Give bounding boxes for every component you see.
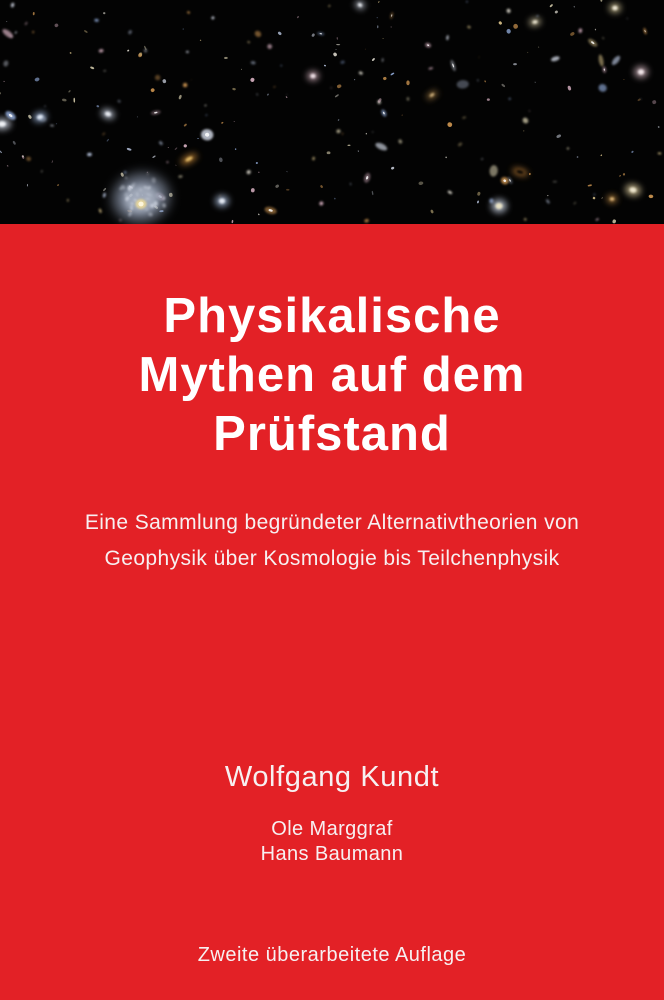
contributor-1: Ole Marggraf (271, 818, 393, 840)
edition-label: Zweite überarbeitete Auflage (197, 944, 467, 966)
title-line-1: Physikalische (163, 288, 501, 343)
deep-field-galaxies-image (0, 0, 664, 224)
author-name: Wolfgang Kundt (224, 761, 440, 793)
book-title (0, 287, 664, 464)
book-subtitle (0, 505, 664, 577)
contributor-names (0, 817, 664, 867)
title-line-3: Prüfstand (213, 406, 451, 461)
contributor-2: Hans Baumann (260, 843, 404, 865)
subtitle-line-2: Geophysik über Kosmologie bis Teilchenphysik (104, 547, 560, 570)
red-panel (0, 224, 664, 1000)
galaxy-field-svg (0, 0, 664, 224)
subtitle-line-1: Eine Sammlung begründeter Alternativtheorien von (84, 511, 580, 534)
title-line-2: Mythen auf dem (138, 347, 526, 402)
